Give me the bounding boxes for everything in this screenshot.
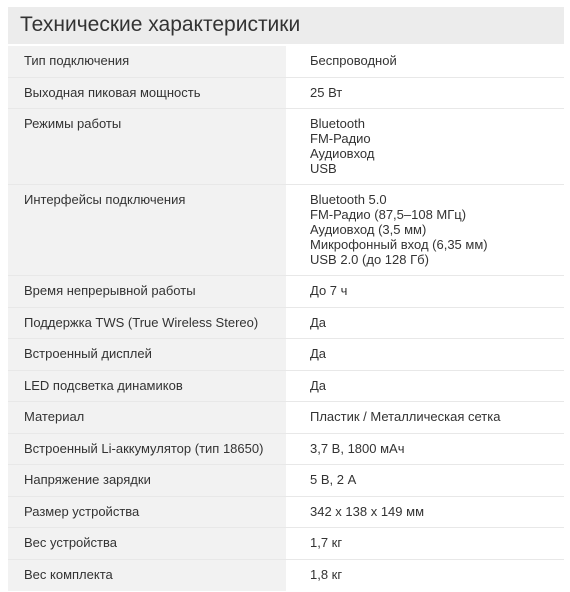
spec-row-interfaces	[8, 185, 564, 276]
spec-value-line: Аудиовход	[310, 146, 375, 161]
section-header	[8, 7, 564, 44]
spec-label: Режимы работы	[8, 109, 286, 184]
spec-value-line: Bluetooth	[310, 116, 365, 131]
spec-value-line: 1,8 кг	[310, 566, 343, 582]
spec-value-line: Аудиовход (3,5 мм)	[310, 222, 427, 237]
spec-value-line: Bluetooth 5.0	[310, 192, 387, 207]
spec-row-battery	[8, 434, 564, 466]
spec-row-connection-type	[8, 46, 564, 78]
spec-label: Тип подключения	[8, 46, 286, 77]
spec-row-modes	[8, 109, 564, 185]
spec-value-line: До 7 ч	[310, 283, 348, 298]
spec-value	[286, 528, 564, 559]
spec-value-line: 25 Вт	[310, 84, 343, 100]
spec-label: Встроенный Li-аккумулятор (тип 18650)	[8, 434, 286, 465]
spec-value-line: 342 x 138 x 149 мм	[310, 503, 425, 519]
spec-row-package-weight	[8, 560, 564, 592]
spec-value	[286, 339, 564, 370]
spec-value-line: FM-Радио	[310, 131, 371, 146]
spec-label: Материал	[8, 402, 286, 433]
spec-value-line: Да	[310, 346, 327, 361]
spec-value-line: FM-Радио (87,5–108 МГц)	[310, 207, 467, 222]
spec-row-tws	[8, 308, 564, 340]
spec-value	[286, 497, 564, 528]
spec-label: Размер устройства	[8, 497, 286, 528]
spec-value	[286, 109, 564, 184]
spec-row-device-weight	[8, 528, 564, 560]
spec-row-display	[8, 339, 564, 371]
spec-value	[286, 78, 564, 109]
spec-value	[286, 308, 564, 339]
spec-value	[286, 560, 564, 592]
spec-label: Интерфейсы подключения	[8, 185, 286, 275]
spec-row-charging-voltage	[8, 465, 564, 497]
spec-value-line: Микрофонный вход (6,35 мм)	[310, 237, 488, 252]
spec-value-line: 1,7 кг	[310, 535, 343, 550]
spec-value	[286, 46, 564, 77]
spec-value	[286, 185, 564, 275]
spec-value-line: Беспроводной	[310, 53, 397, 68]
spec-row-dimensions	[8, 497, 564, 529]
spec-label: LED подсветка динамиков	[8, 371, 286, 402]
spec-value-line: Да	[310, 377, 327, 393]
spec-label: Встроенный дисплей	[8, 339, 286, 370]
spec-value	[286, 465, 564, 496]
spec-label: Выходная пиковая мощность	[8, 78, 286, 109]
spec-value	[286, 402, 564, 433]
spec-value-line: USB 2.0 (до 128 Гб)	[310, 252, 429, 267]
spec-value	[286, 371, 564, 402]
spec-row-led	[8, 371, 564, 403]
spec-value-line: 3,7 В, 1800 мАч	[310, 440, 405, 456]
specs-table	[8, 46, 564, 591]
spec-row-material	[8, 402, 564, 434]
spec-value	[286, 276, 564, 307]
spec-value	[286, 434, 564, 465]
spec-label: Поддержка TWS (True Wireless Stereo)	[8, 308, 286, 339]
spec-label: Вес комплекта	[8, 560, 286, 592]
spec-label: Время непрерывной работы	[8, 276, 286, 307]
spec-row-peak-power	[8, 78, 564, 110]
spec-label: Напряжение зарядки	[8, 465, 286, 496]
spec-value-line: Да	[310, 314, 327, 330]
spec-value-line: 5 В, 2 А	[310, 472, 357, 487]
page-title: Технические характеристики	[20, 13, 301, 36]
spec-value-line: Пластик / Металлическая сетка	[310, 409, 501, 424]
spec-label: Вес устройства	[8, 528, 286, 559]
spec-row-battery-life	[8, 276, 564, 308]
spec-value-line: USB	[310, 161, 337, 176]
